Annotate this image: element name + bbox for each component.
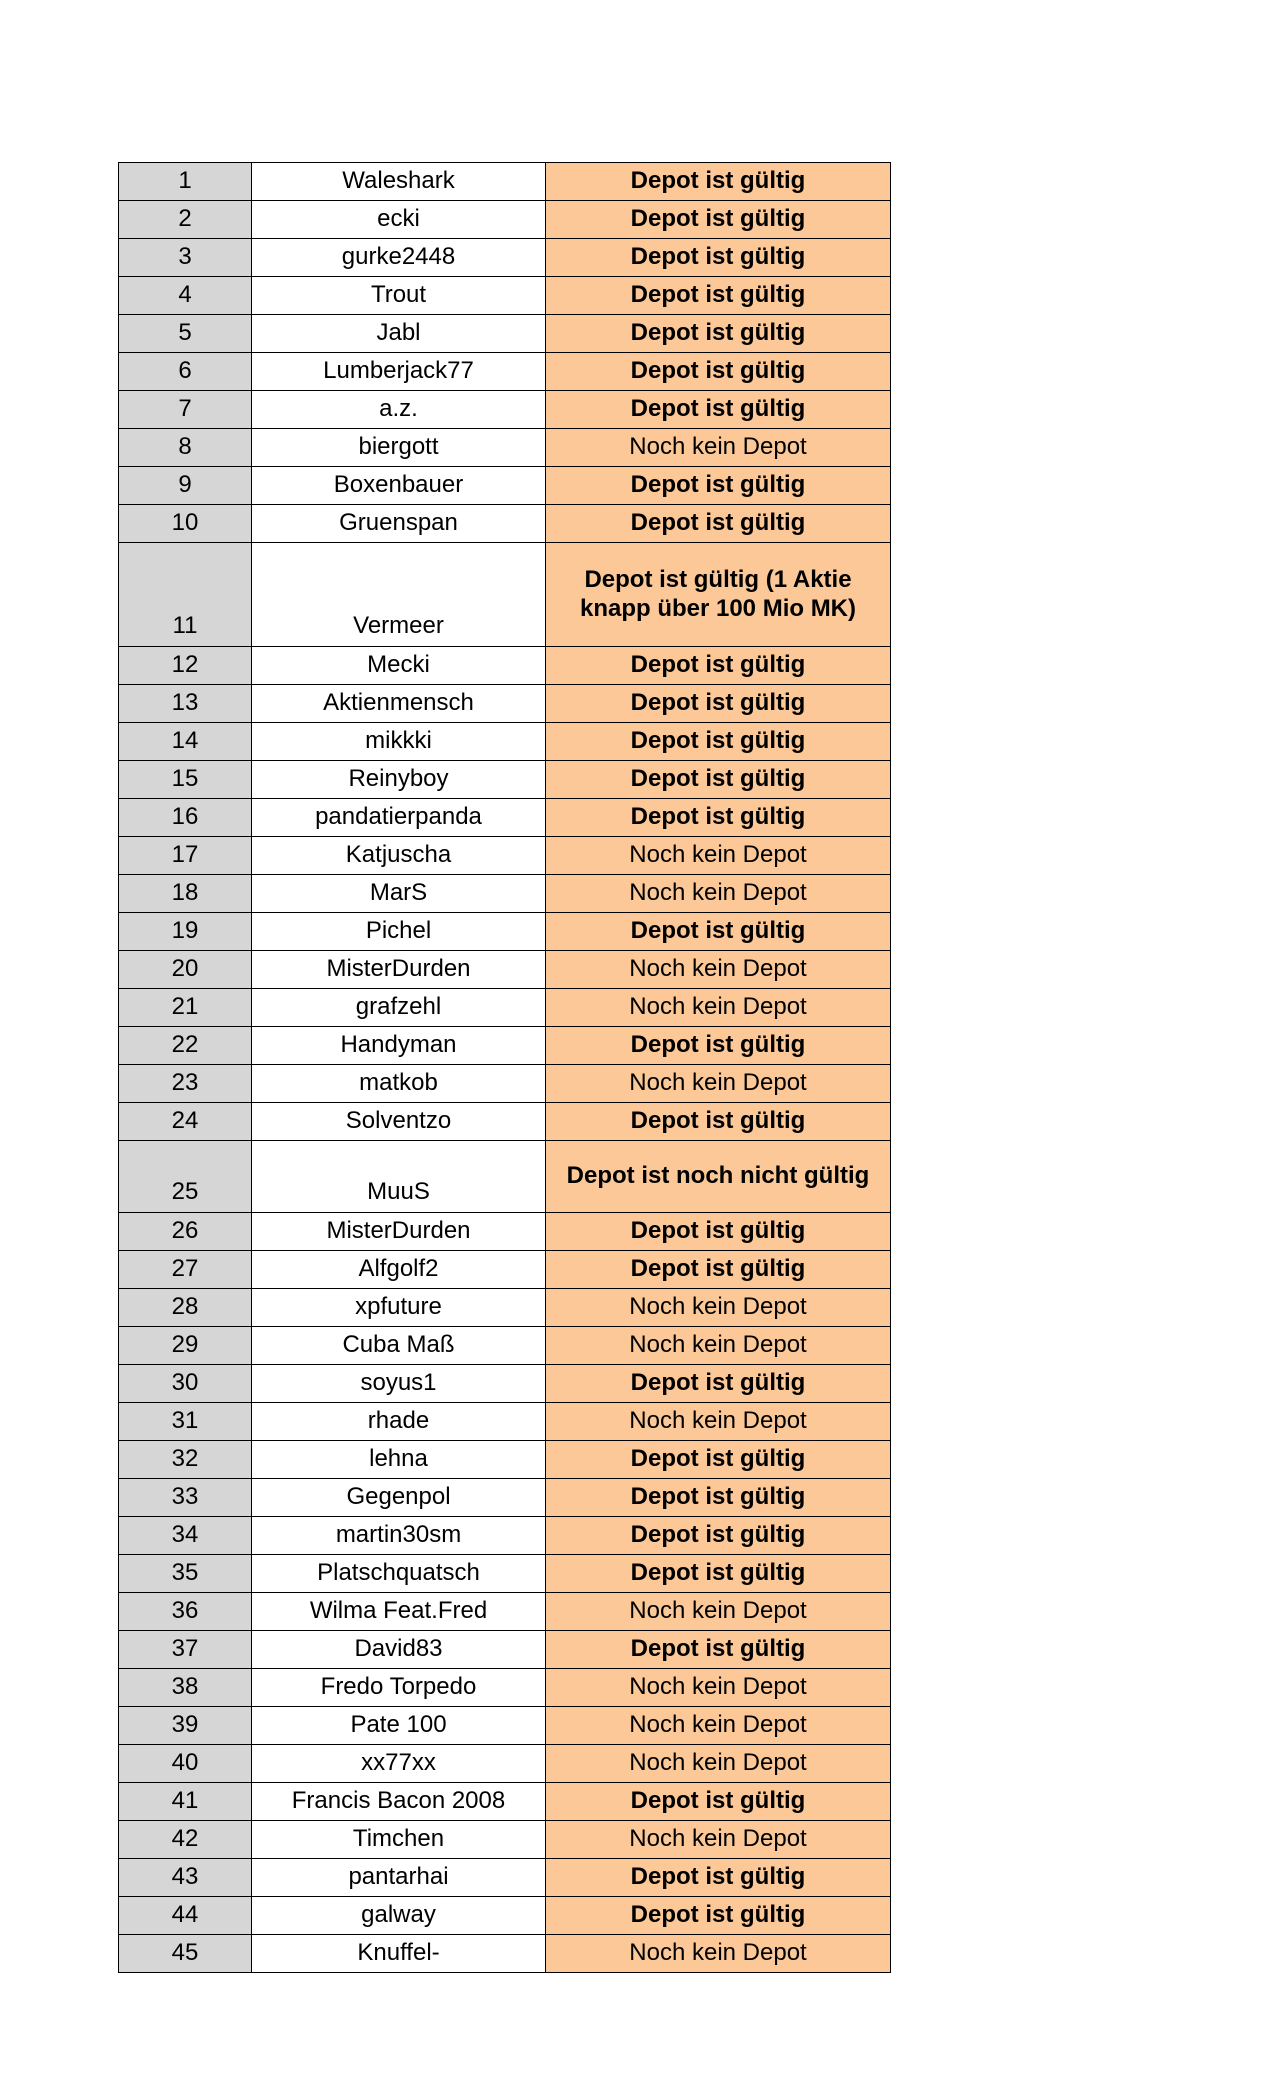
row-number-cell: 29 xyxy=(119,1327,252,1365)
depot-status-cell: Depot ist gültig xyxy=(546,1783,891,1821)
row-number-cell: 34 xyxy=(119,1517,252,1555)
depot-status-cell: Noch kein Depot xyxy=(546,429,891,467)
depot-status-cell: Noch kein Depot xyxy=(546,1669,891,1707)
table-row[interactable] xyxy=(119,1103,891,1141)
row-number-cell: 44 xyxy=(119,1897,252,1935)
table-row[interactable] xyxy=(119,1327,891,1365)
table-row[interactable] xyxy=(119,429,891,467)
row-number-cell: 31 xyxy=(119,1403,252,1441)
table-row[interactable] xyxy=(119,1403,891,1441)
depot-status-cell: Depot ist gültig xyxy=(546,505,891,543)
depot-status-cell: Depot ist gültig xyxy=(546,467,891,505)
depot-status-cell: Depot ist gültig xyxy=(546,913,891,951)
depot-status-cell: Depot ist gültig xyxy=(546,353,891,391)
row-number-cell: 12 xyxy=(119,647,252,685)
depot-status-cell: Depot ist noch nicht gültig xyxy=(546,1141,891,1213)
table-row[interactable] xyxy=(119,1783,891,1821)
row-number-cell: 42 xyxy=(119,1821,252,1859)
depot-status-cell: Depot ist gültig xyxy=(546,1479,891,1517)
row-number-cell: 23 xyxy=(119,1065,252,1103)
table-row[interactable] xyxy=(119,1555,891,1593)
table-row[interactable] xyxy=(119,201,891,239)
participant-name-cell: Pate 100 xyxy=(252,1707,546,1745)
row-number-cell: 13 xyxy=(119,685,252,723)
participant-name-cell: Aktienmensch xyxy=(252,685,546,723)
participant-name-cell: Mecki xyxy=(252,647,546,685)
row-number-cell: 1 xyxy=(119,163,252,201)
row-number-cell: 17 xyxy=(119,837,252,875)
row-number-cell: 8 xyxy=(119,429,252,467)
participant-name-cell: biergott xyxy=(252,429,546,467)
row-number-cell: 16 xyxy=(119,799,252,837)
row-number-cell: 35 xyxy=(119,1555,252,1593)
table-row[interactable] xyxy=(119,467,891,505)
depot-status-cell: Depot ist gültig xyxy=(546,239,891,277)
participant-name-cell: Handyman xyxy=(252,1027,546,1065)
participant-name-cell: matkob xyxy=(252,1065,546,1103)
table-row[interactable] xyxy=(119,239,891,277)
row-number-cell: 9 xyxy=(119,467,252,505)
row-number-cell: 2 xyxy=(119,201,252,239)
participant-name-cell: galway xyxy=(252,1897,546,1935)
table-row[interactable] xyxy=(119,1859,891,1897)
participant-name-cell: Boxenbauer xyxy=(252,467,546,505)
participant-name-cell: Reinyboy xyxy=(252,761,546,799)
table-row[interactable] xyxy=(119,163,891,201)
row-number-cell: 38 xyxy=(119,1669,252,1707)
depot-status-cell: Noch kein Depot xyxy=(546,1707,891,1745)
participant-name-cell: MisterDurden xyxy=(252,951,546,989)
row-number-cell: 30 xyxy=(119,1365,252,1403)
table-row[interactable] xyxy=(119,1821,891,1859)
depot-status-cell: Depot ist gültig xyxy=(546,315,891,353)
participant-name-cell: mikkki xyxy=(252,723,546,761)
table-row[interactable] xyxy=(119,1213,891,1251)
depot-status-cell: Noch kein Depot xyxy=(546,1821,891,1859)
table-row[interactable] xyxy=(119,989,891,1027)
row-number-cell: 11 xyxy=(119,543,252,647)
participant-name-cell: rhade xyxy=(252,1403,546,1441)
row-number-cell: 27 xyxy=(119,1251,252,1289)
table-row[interactable] xyxy=(119,1669,891,1707)
table-row[interactable] xyxy=(119,1027,891,1065)
table-row[interactable] xyxy=(119,505,891,543)
depot-status-cell: Depot ist gültig xyxy=(546,201,891,239)
row-number-cell: 36 xyxy=(119,1593,252,1631)
table-row[interactable] xyxy=(119,1593,891,1631)
participant-name-cell: David83 xyxy=(252,1631,546,1669)
table-row[interactable] xyxy=(119,799,891,837)
table-row[interactable] xyxy=(119,685,891,723)
participant-name-cell: Fredo Torpedo xyxy=(252,1669,546,1707)
row-number-cell: 41 xyxy=(119,1783,252,1821)
participant-name-cell: Pichel xyxy=(252,913,546,951)
row-number-cell: 28 xyxy=(119,1289,252,1327)
participant-name-cell: MuuS xyxy=(252,1141,546,1213)
participant-name-cell: xpfuture xyxy=(252,1289,546,1327)
participant-name-cell: MisterDurden xyxy=(252,1213,546,1251)
depot-status-cell: Depot ist gültig xyxy=(546,761,891,799)
row-number-cell: 21 xyxy=(119,989,252,1027)
participant-name-cell: Vermeer xyxy=(252,543,546,647)
table-row[interactable] xyxy=(119,913,891,951)
depot-status-cell: Depot ist gültig xyxy=(546,1213,891,1251)
participant-name-cell: Katjuscha xyxy=(252,837,546,875)
table-row[interactable] xyxy=(119,837,891,875)
depot-status-cell: Depot ist gültig xyxy=(546,1897,891,1935)
table-body xyxy=(119,163,891,1973)
depot-status-cell: Depot ist gültig xyxy=(546,163,891,201)
table-row[interactable] xyxy=(119,647,891,685)
table-row[interactable] xyxy=(119,1479,891,1517)
row-number-cell: 39 xyxy=(119,1707,252,1745)
depot-status-cell: Noch kein Depot xyxy=(546,1745,891,1783)
row-number-cell: 3 xyxy=(119,239,252,277)
depot-status-cell: Depot ist gültig xyxy=(546,1441,891,1479)
table-row[interactable] xyxy=(119,951,891,989)
row-number-cell: 18 xyxy=(119,875,252,913)
table-row[interactable] xyxy=(119,875,891,913)
participant-name-cell: Cuba Maß xyxy=(252,1327,546,1365)
depot-status-cell: Depot ist gültig xyxy=(546,277,891,315)
participant-name-cell: Alfgolf2 xyxy=(252,1251,546,1289)
depot-status-cell: Depot ist gültig xyxy=(546,1555,891,1593)
row-number-cell: 33 xyxy=(119,1479,252,1517)
depot-table-container xyxy=(118,162,890,1973)
depot-status-cell: Noch kein Depot xyxy=(546,951,891,989)
row-number-cell: 32 xyxy=(119,1441,252,1479)
row-number-cell: 6 xyxy=(119,353,252,391)
participant-name-cell: Solventzo xyxy=(252,1103,546,1141)
depot-status-cell: Depot ist gültig xyxy=(546,799,891,837)
participant-name-cell: soyus1 xyxy=(252,1365,546,1403)
participant-name-cell: Francis Bacon 2008 xyxy=(252,1783,546,1821)
participant-name-cell: gurke2448 xyxy=(252,239,546,277)
table-row[interactable] xyxy=(119,1251,891,1289)
row-number-cell: 43 xyxy=(119,1859,252,1897)
row-number-cell: 25 xyxy=(119,1141,252,1213)
table-row[interactable] xyxy=(119,1517,891,1555)
table-row[interactable] xyxy=(119,1441,891,1479)
row-number-cell: 14 xyxy=(119,723,252,761)
row-number-cell: 19 xyxy=(119,913,252,951)
table-row[interactable] xyxy=(119,1745,891,1783)
participant-name-cell: Wilma Feat.Fred xyxy=(252,1593,546,1631)
row-number-cell: 24 xyxy=(119,1103,252,1141)
participant-name-cell: martin30sm xyxy=(252,1517,546,1555)
depot-status-cell: Noch kein Depot xyxy=(546,1065,891,1103)
table-row[interactable] xyxy=(119,315,891,353)
depot-status-cell: Noch kein Depot xyxy=(546,837,891,875)
participant-name-cell: Platschquatsch xyxy=(252,1555,546,1593)
participant-name-cell: xx77xx xyxy=(252,1745,546,1783)
table-row[interactable] xyxy=(119,1707,891,1745)
table-row[interactable] xyxy=(119,1897,891,1935)
row-number-cell: 10 xyxy=(119,505,252,543)
participant-name-cell: Waleshark xyxy=(252,163,546,201)
depot-status-cell: Depot ist gültig xyxy=(546,1517,891,1555)
table-row[interactable] xyxy=(119,1141,891,1213)
depot-status-table xyxy=(118,162,891,1973)
row-number-cell: 40 xyxy=(119,1745,252,1783)
participant-name-cell: pandatierpanda xyxy=(252,799,546,837)
participant-name-cell: a.z. xyxy=(252,391,546,429)
participant-name-cell: Gruenspan xyxy=(252,505,546,543)
row-number-cell: 22 xyxy=(119,1027,252,1065)
depot-status-cell: Depot ist gültig xyxy=(546,647,891,685)
row-number-cell: 37 xyxy=(119,1631,252,1669)
table-row[interactable] xyxy=(119,353,891,391)
table-row[interactable] xyxy=(119,1365,891,1403)
depot-status-cell: Noch kein Depot xyxy=(546,1593,891,1631)
participant-name-cell: Lumberjack77 xyxy=(252,353,546,391)
row-number-cell: 26 xyxy=(119,1213,252,1251)
table-row[interactable] xyxy=(119,1631,891,1669)
depot-status-cell: Depot ist gültig xyxy=(546,1251,891,1289)
depot-status-cell: Depot ist gültig xyxy=(546,723,891,761)
depot-status-cell: Depot ist gültig xyxy=(546,685,891,723)
depot-status-cell: Depot ist gültig xyxy=(546,1365,891,1403)
table-row[interactable] xyxy=(119,1065,891,1103)
table-row[interactable] xyxy=(119,277,891,315)
table-row[interactable] xyxy=(119,543,891,647)
table-row[interactable] xyxy=(119,1935,891,1973)
row-number-cell: 15 xyxy=(119,761,252,799)
participant-name-cell: Timchen xyxy=(252,1821,546,1859)
table-row[interactable] xyxy=(119,723,891,761)
table-row[interactable] xyxy=(119,761,891,799)
depot-status-cell: Noch kein Depot xyxy=(546,1403,891,1441)
depot-status-cell: Depot ist gültig xyxy=(546,1027,891,1065)
participant-name-cell: lehna xyxy=(252,1441,546,1479)
participant-name-cell: grafzehl xyxy=(252,989,546,1027)
depot-status-cell: Noch kein Depot xyxy=(546,875,891,913)
participant-name-cell: MarS xyxy=(252,875,546,913)
row-number-cell: 20 xyxy=(119,951,252,989)
depot-status-cell: Noch kein Depot xyxy=(546,1935,891,1973)
participant-name-cell: pantarhai xyxy=(252,1859,546,1897)
table-row[interactable] xyxy=(119,391,891,429)
depot-status-cell: Depot ist gültig xyxy=(546,1103,891,1141)
depot-status-cell: Depot ist gültig xyxy=(546,1859,891,1897)
row-number-cell: 45 xyxy=(119,1935,252,1973)
row-number-cell: 5 xyxy=(119,315,252,353)
depot-status-cell: Noch kein Depot xyxy=(546,1289,891,1327)
participant-name-cell: Jabl xyxy=(252,315,546,353)
depot-status-cell: Depot ist gültig (1 Aktie knapp über 100 Mio MK) xyxy=(546,543,891,647)
row-number-cell: 7 xyxy=(119,391,252,429)
depot-status-cell: Depot ist gültig xyxy=(546,1631,891,1669)
participant-name-cell: ecki xyxy=(252,201,546,239)
participant-name-cell: Trout xyxy=(252,277,546,315)
depot-status-cell: Depot ist gültig xyxy=(546,391,891,429)
row-number-cell: 4 xyxy=(119,277,252,315)
table-row[interactable] xyxy=(119,1289,891,1327)
participant-name-cell: Gegenpol xyxy=(252,1479,546,1517)
participant-name-cell: Knuffel- xyxy=(252,1935,546,1973)
depot-status-cell: Noch kein Depot xyxy=(546,1327,891,1365)
depot-status-cell: Noch kein Depot xyxy=(546,989,891,1027)
